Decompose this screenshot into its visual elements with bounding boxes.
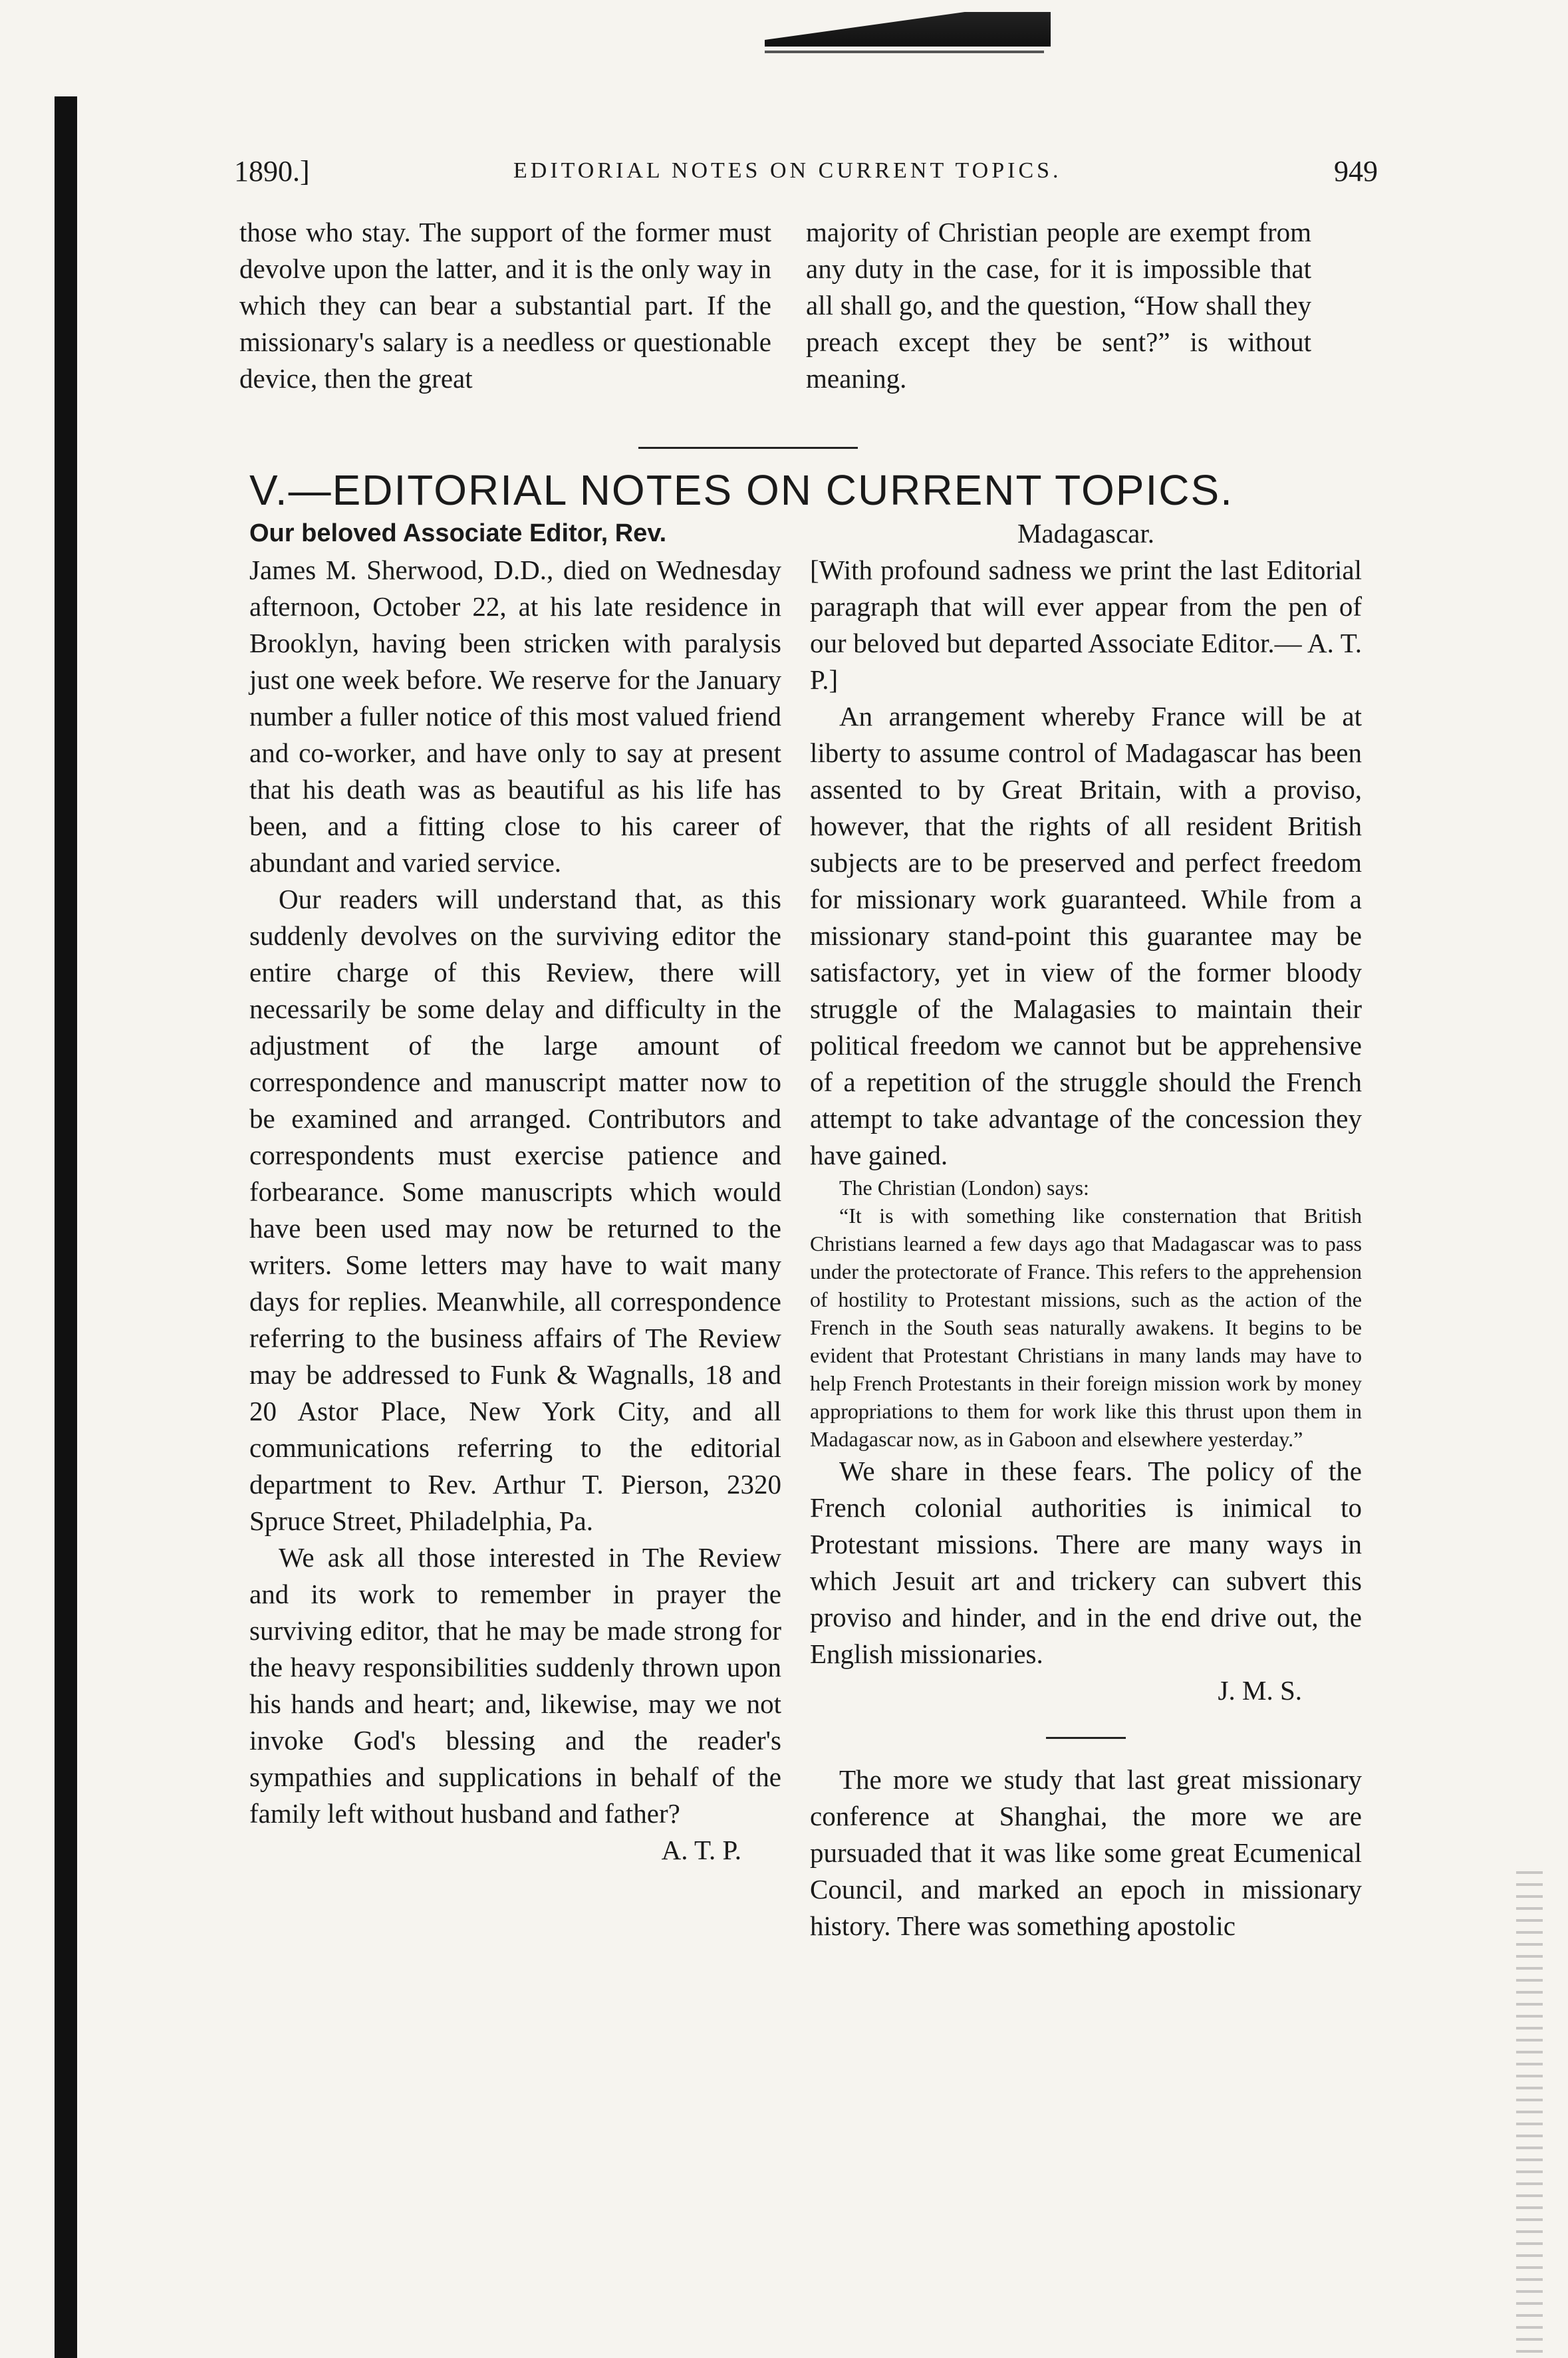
- left-column: [249, 515, 781, 1869]
- continued-text-left: [239, 214, 771, 397]
- signature: A. T. P.: [661, 1835, 741, 1865]
- section-heading: V.—EDITORIAL NOTES ON CURRENT TOPICS.: [249, 466, 1234, 514]
- continued-text-right: [806, 214, 1311, 397]
- quotation: “It is with something like consternation that British Christians learned a few days ago that Madagascar was to pass under the protectorate of France. This refers to the apprehension of hostility to Protestant missions, such as the action of the French in the South seas naturally awakens. It begins to be evident that Protestant Christians in many lands may have to help French Protestants in their foreign mission work by money appropriations to them for work like this thrust upon them in Madagascar now, as in Gaboon and elsewhere yesterday.”: [810, 1204, 1362, 1451]
- scan-edge-line: [765, 51, 1044, 53]
- scan-edge-top: [765, 0, 1051, 47]
- paragraph: majority of Christian people are exempt from any duty in the case, for it is impossible that all shall go, and the question, “How shall they preach except they be sent?” is without meaning.: [806, 217, 1311, 394]
- paragraph: The more we study that last great missionary conference at Shanghai, the more we are pursuaded that it was like some great Ecumenical Council, and marked an epoch in missionary history. There was something apostolic: [810, 1764, 1362, 1941]
- paragraph: We ask all those interested in The Review and its work to remember in prayer the surviving editor, that he may be made strong for the heavy responsibilities suddenly thrown upon his hands and heart; and, likewise, may we not invoke God's blessing and the reader's sympathies and supplications in behalf of the family left without husband and father?: [249, 1542, 781, 1829]
- page-number: 949: [1334, 155, 1378, 188]
- running-head: [234, 154, 1378, 194]
- subhead: Madagascar.: [1017, 518, 1155, 549]
- section-rule: [638, 447, 858, 449]
- quote-source: The Christian (London) says:: [839, 1176, 1089, 1200]
- running-head-year: 1890.]: [234, 155, 310, 188]
- paragraph: James M. Sherwood, D.D., died on Wednesday afternoon, October 22, at his late residence in Brooklyn, having been stricken with paralysis just one week before. We reserve for the January number a fuller notice of this most valued friend and co-worker, and have only to say at present that his death was as beautiful as his life has been, and a fitting close to his career of abundant and varied service.: [249, 555, 781, 878]
- editor-note: [With profound sadness we print the last Editorial paragraph that will ever appear from the pen of our beloved but departed Associate Editor.— A. T. P.]: [810, 555, 1362, 695]
- paragraph: those who stay. The support of the former must devolve upon the latter, and it is the only way in which they can bear a substantial part. If the missionary's salary is a needless or questionable device, then the great: [239, 217, 771, 394]
- running-head-title: EDITORIAL NOTES ON CURRENT TOPICS.: [513, 158, 1062, 183]
- paragraph: An arrangement whereby France will be at liberty to assume control of Madagascar has been assented to by Great Britain, with a proviso, however, that the rights of all resident British subjects are to be preserved and perfect freedom for missionary work guaranteed. While from a missionary stand-point this guarantee may be satisfactory, yet in view of the former bloody struggle of the Malagasies to maintain their political freedom we cannot but be apprehensive of a repetition of the struggle should the French attempt to take advantage of the concession they have gained.: [810, 701, 1362, 1170]
- scan-edge-left: [55, 96, 77, 2358]
- signature: J. M. S.: [1218, 1675, 1302, 1706]
- divider: [1046, 1737, 1126, 1739]
- lead-line: Our beloved Associate Editor, Rev.: [249, 519, 667, 547]
- right-column: [810, 515, 1362, 1944]
- paragraph: We share in these fears. The policy of the French colonial authorities is inimical to Protestant missions. There are many ways in which Jesuit art and trickery can subvert this proviso and hinder, and in the end drive out, the English missionaries.: [810, 1456, 1362, 1669]
- scan-specks-right: [1516, 1862, 1543, 2354]
- paragraph: Our readers will understand that, as this suddenly devolves on the surviving editor the entire charge of this Review, there will necessarily be some delay and difficulty in the adjustment of the large amount of correspondence and manuscript matter now to be examined and arranged. Contributors and correspondents must exercise patience and forbearance. Some manuscripts which would have been used may now be returned to the writers. Some letters may have to wait many days for replies. Meanwhile, all correspondence referring to the business affairs of The Review may be addressed to Funk & Wagnalls, 18 and 20 Astor Place, New York City, and all communications referring to the editorial department to Rev. Arthur T. Pierson, 2320 Spruce Street, Philadelphia, Pa.: [249, 884, 781, 1536]
